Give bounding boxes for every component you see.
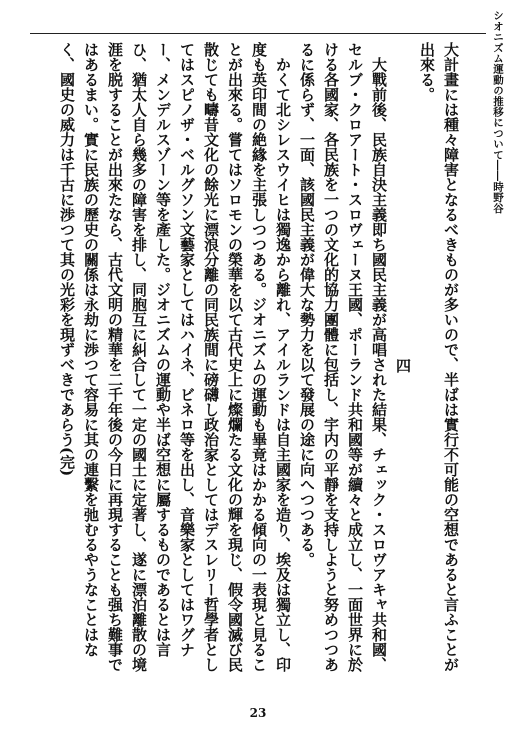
paragraph: 大戰前後、民族自決主義即ち國民主義が高唱された結果、チェック・スロヴアキャ共和國、セルブ・クロアート・スロヴェーヌ王國、ポーランド共和國等が續々と成立し、一面世界に於ける各國家、各民族を一つの文化的協力團體に包括し、宇内の平靜を支持しようと努めつつあるに係らず、一面、該國民主義が偉大な勢力を以て發展の途に向へつつある。 — [298, 42, 388, 672]
paragraph-continued: 大計畫には種々障害となるべきものが多いので、半ばは實行不可能の空想であると言ふことが出來る。 — [418, 42, 460, 672]
paragraph: かくて北シレスウイヒは獨逸から離れ、アイルランドは自主國家を造り、埃及は獨立し、印度も英印間の絶緣を主張しつつある。ジオニズムの運動も畢竟はかかる傾向の一表現と見ることが出來る。嘗てはソロモンの榮華を以て古代史上に燦爛たる文化の輝を現じ、假令國滅び民散じても疇昔文化の餘光に漂浪分離の同民族間に磅礴し政治家としてはデスレリー哲學者としてはスピノザ・ベルグソン文藝家としてはハイネ、ビネロ等を出し、音樂家としてはワグナー、メンデルスゾーン等を產した。ジオニズムの運動や半ば空想に屬するものであるとは言ひ、猶太人自ら幾多の障害を排し、同胞互に糾合して一定の國土に定著し、遂に漂泊離散の境涯を脱することが出來たなら、古代文明の精華を二千年後の今日に再現することも强ち難事ではあるまい。實に民族の歷史の關係は永劫に渉つて容易に其の連繫を弛むるやうなことはなく、國史の威力は千古に渉つて其の光彩を現ずべきであらう(完) — [58, 42, 292, 672]
header-rule — [30, 33, 486, 34]
running-head: シオニズム運動の推移について――時野谷 — [492, 10, 504, 214]
body-text — [18, 42, 463, 682]
page-number: 23 — [249, 706, 267, 720]
section-number: 四 — [394, 357, 412, 373]
